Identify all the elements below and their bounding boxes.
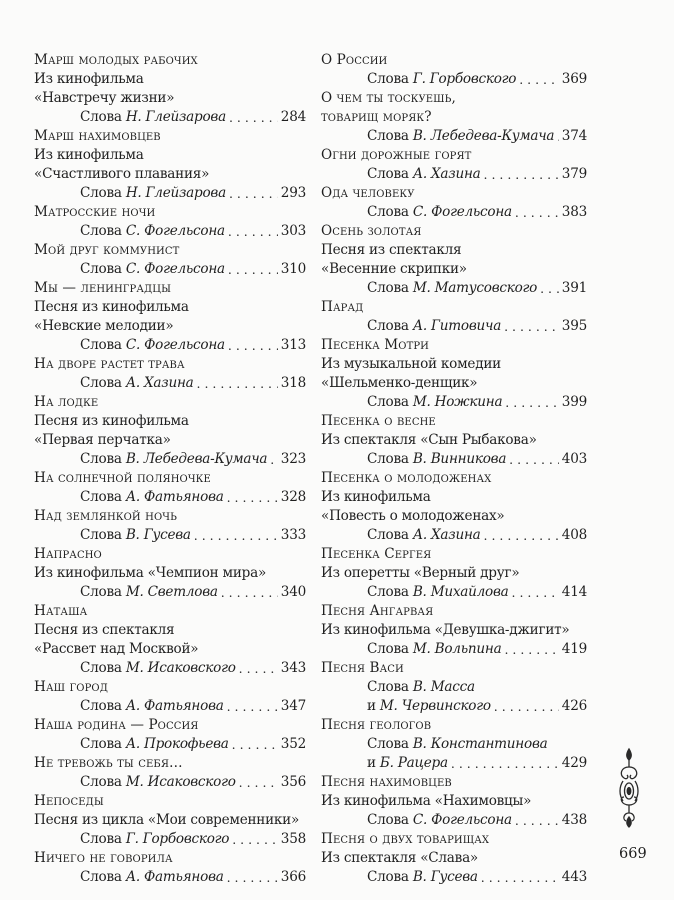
lyricist-name: В. Гусева (125, 527, 191, 543)
credit-text (80, 735, 229, 754)
song-title: Марш молодых рабочих (34, 52, 198, 68)
credit-text (367, 279, 537, 298)
page-ref: 383 (561, 204, 587, 220)
credit-text (80, 184, 226, 203)
credit-text (367, 754, 448, 773)
credit-text (80, 526, 191, 545)
lyricist-name: М. Исаковского (125, 660, 236, 676)
credit-label: Слова (80, 337, 126, 353)
credit-text (80, 374, 194, 393)
leader-dots (494, 697, 559, 716)
credit-text (80, 336, 225, 355)
song-source: Из кинофильма «Чемпион мира» (34, 565, 267, 581)
song-title: Песня нахимовцев (321, 774, 452, 790)
lyricist-name: М. Исаковского (125, 774, 236, 790)
song-source: Из спектакля «Слава» (321, 850, 478, 866)
credit-label: Слова (367, 128, 413, 144)
credit-label: Слова (367, 318, 413, 334)
song-title: Наш город (34, 679, 108, 695)
lyricist-name: А. Фатьянова (125, 698, 224, 714)
credit-line (321, 811, 587, 830)
song-source: Из музыкальной комедии (321, 356, 501, 372)
leader-dots (512, 583, 559, 602)
lyricist-name: С. Фогельсона (125, 261, 225, 277)
lyricist-name: М. Ножкина (412, 394, 503, 410)
lyricist-name: М. Червинского (379, 698, 491, 714)
song-title: Ода человеку (321, 185, 415, 201)
lyricist-name: А. Хазина (412, 166, 481, 182)
credit-text (80, 659, 236, 678)
page-ref: 369 (561, 71, 587, 87)
leader-dots (239, 659, 278, 678)
credit-label: Слова (367, 679, 413, 695)
leader-dots (515, 203, 559, 222)
page-ref: 419 (561, 641, 587, 657)
song-title: Песня о двух товарищах (321, 831, 490, 847)
credit-label: Слова (80, 527, 126, 543)
credit-line (34, 222, 306, 241)
leader-dots (197, 374, 278, 393)
credit-text (367, 203, 512, 222)
credit-text (367, 697, 491, 716)
credit-text (80, 830, 229, 849)
page-ref: 438 (561, 812, 587, 828)
credit-text (367, 526, 481, 545)
page-ref: 358 (280, 831, 306, 847)
credit-text (367, 640, 501, 659)
page-ref: 395 (561, 318, 587, 334)
credit-label: Слова (80, 584, 126, 600)
lyricist-name: А. Хазина (412, 527, 481, 543)
page-ref: 340 (280, 584, 306, 600)
lyricist-name: Г. Горбовского (412, 71, 517, 87)
song-title: На лодке (34, 394, 99, 410)
song-source: Из оперетты «Верный друг» (321, 565, 520, 581)
page-ref: 408 (561, 527, 587, 543)
leader-dots (194, 526, 278, 545)
credit-label: Слова (80, 774, 126, 790)
credit-line (321, 583, 587, 602)
song-title: Песня Ангарвая (321, 603, 434, 619)
credit-line (34, 108, 306, 127)
credit-line (321, 203, 587, 222)
page-ref: 414 (561, 584, 587, 600)
lyricist-name: М. Светлова (125, 584, 218, 600)
song-title: Парад (321, 299, 364, 315)
song-title: Песенка Мотри (321, 337, 429, 353)
credit-label: Слова (80, 375, 126, 391)
lyricist-name: Н. Глейзарова (125, 109, 226, 125)
song-title: На дворе растет трава (34, 356, 185, 372)
lyricist-name: В. Гусева (412, 869, 478, 885)
song-source: «Шельменко-денщик» (321, 375, 478, 391)
toc-right-column (321, 51, 587, 887)
leader-dots (484, 526, 559, 545)
page-ref: 323 (280, 451, 306, 467)
song-source: Из кинофильма (34, 147, 144, 163)
song-source: «Счастливого плавания» (34, 166, 210, 182)
song-title: Мой друг коммунист (34, 242, 180, 258)
toc-left-column (34, 51, 306, 887)
leader-dots (504, 317, 559, 336)
credit-label: Слова (80, 185, 126, 201)
credit-text (80, 450, 267, 469)
credit-text (80, 108, 226, 127)
credit-text (367, 70, 516, 89)
leader-dots (228, 222, 278, 241)
leader-dots (221, 583, 278, 602)
song-title: Песня Васи (321, 660, 404, 676)
lyricist-line (321, 678, 587, 697)
song-title: Песенка Сергея (321, 546, 432, 562)
leader-dots (228, 336, 278, 355)
credit-label: Слова (80, 261, 126, 277)
song-source: Из кинофильма «Девушка-джигит» (321, 622, 570, 638)
song-title: На солнечной поляночке (34, 470, 211, 486)
credit-label: Слова (80, 109, 126, 125)
leader-dots (270, 450, 278, 469)
song-title: Не тревожь ты себя… (34, 755, 183, 771)
credit-line (321, 640, 587, 659)
song-title: Матросские ночи (34, 204, 156, 220)
credit-text (80, 222, 225, 241)
leader-dots (232, 830, 278, 849)
leader-dots (515, 811, 559, 830)
credit-line (34, 336, 306, 355)
leader-dots (509, 450, 559, 469)
song-title: Мы — ленинградцы (34, 280, 172, 296)
credit-line (321, 279, 587, 298)
credit-label: Слова (80, 660, 126, 676)
song-source: Из кинофильма (321, 489, 431, 505)
credit-line (34, 450, 306, 469)
credit-label: Слова (367, 869, 413, 885)
credit-line (321, 526, 587, 545)
song-source: Песня из кинофильма (34, 413, 189, 429)
credit-line (34, 260, 306, 279)
credit-label: Слова (367, 451, 413, 467)
lyricist-name: В. Винникова (412, 451, 507, 467)
song-title: Песенка о молодоженах (321, 470, 492, 486)
credit-line (321, 165, 587, 184)
credit-line (321, 754, 587, 773)
leader-dots (239, 773, 278, 792)
credit-label: Слова (80, 698, 126, 714)
page-ref: 391 (561, 280, 587, 296)
credit-text (80, 773, 236, 792)
leader-dots (505, 393, 559, 412)
leader-dots (484, 165, 559, 184)
lyricist-name: Г. Горбовского (125, 831, 230, 847)
credit-line (34, 868, 306, 887)
credit-line (321, 697, 587, 716)
credit-text (367, 868, 478, 887)
page-ref: 356 (280, 774, 306, 790)
lyricist-name: М. Вольпина (412, 641, 502, 657)
song-title: Огни дорожные горят (321, 147, 472, 163)
credit-label: Слова (80, 736, 126, 752)
page-ref: 303 (280, 223, 306, 239)
credit-line (321, 127, 587, 146)
lyricist-name: С. Фогельсона (412, 204, 512, 220)
leader-dots (227, 868, 278, 887)
leader-dots (229, 108, 278, 127)
credit-line (321, 70, 587, 89)
page-ref: 343 (280, 660, 306, 676)
credit-text (367, 583, 509, 602)
credit-text (80, 868, 224, 887)
song-source: «Невские мелодии» (34, 318, 174, 334)
page-ref: 328 (280, 489, 306, 505)
credit-label: Слова (80, 489, 126, 505)
lyricist-name: В. Лебедева-Кумача (412, 128, 555, 144)
lyricist-name: В. Константинова (412, 736, 548, 752)
page-ref: 310 (280, 261, 306, 277)
credit-line (34, 184, 306, 203)
credit-line (34, 526, 306, 545)
song-source: Из спектакля «Сын Рыбакова» (321, 432, 537, 448)
credit-line (34, 830, 306, 849)
page-ref: 429 (561, 755, 587, 771)
page-ref: 333 (280, 527, 306, 543)
credit-line (321, 393, 587, 412)
credit-label: Слова (367, 584, 413, 600)
credit-line (321, 317, 587, 336)
credit-label: Слова (80, 869, 126, 885)
song-source: Песня из цикла «Мои современники» (34, 812, 300, 828)
page-ref: 352 (280, 736, 306, 752)
lyricist-name: М. Матусовского (412, 280, 538, 296)
song-title: Песенка о весне (321, 413, 436, 429)
song-source: Из кинофильма (34, 71, 144, 87)
page-ref: 443 (561, 869, 587, 885)
lyricist-name: А. Фатьянова (125, 489, 224, 505)
song-title: О чем ты тоскуешь, (321, 90, 456, 106)
page-ref: 347 (280, 698, 306, 714)
leader-dots (228, 260, 278, 279)
song-title: О России (321, 52, 388, 68)
page-ref: 403 (561, 451, 587, 467)
song-title: Над землянкой ночь (34, 508, 177, 524)
song-source: «Навстречу жизни» (34, 90, 175, 106)
song-title: Марш нахимовцев (34, 128, 161, 144)
credit-line (321, 868, 587, 887)
leader-dots (229, 184, 278, 203)
leader-dots (481, 868, 559, 887)
credit-label: Слова (367, 736, 413, 752)
page-ref: 284 (280, 109, 306, 125)
song-source: Песня из кинофильма (34, 299, 189, 315)
credit-label: Слова (367, 166, 413, 182)
credit-text (367, 393, 502, 412)
credit-text (367, 127, 554, 146)
credit-text (367, 317, 501, 336)
page-ref: 318 (280, 375, 306, 391)
lyricist-name: В. Лебедева-Кумача (125, 451, 268, 467)
leader-dots (504, 640, 558, 659)
credit-label: Слова (367, 641, 413, 657)
song-title: Наша родина — Россия (34, 717, 199, 733)
leader-dots (451, 754, 559, 773)
page-ref: 374 (561, 128, 587, 144)
lyricist-name: Н. Глейзарова (125, 185, 226, 201)
page-ref: 313 (280, 337, 306, 353)
song-source: Из кинофильма «Нахимовцы» (321, 793, 532, 809)
credit-text (367, 811, 512, 830)
lyricist-name: Б. Рацера (379, 755, 448, 771)
leader-dots (540, 279, 559, 298)
page-ref: 399 (561, 394, 587, 410)
credit-text (367, 450, 506, 469)
vignette-ornament (616, 747, 642, 829)
credit-label: Слова (80, 223, 126, 239)
credit-label: Слова (80, 451, 126, 467)
lyricist-name: С. Фогельсона (125, 223, 225, 239)
leader-dots (232, 735, 278, 754)
leader-dots (227, 488, 278, 507)
page-ref: 379 (561, 166, 587, 182)
lyricist-name: В. Михайлова (412, 584, 509, 600)
credit-text (80, 583, 218, 602)
lyricist-name: А. Хазина (125, 375, 194, 391)
leader-dots (557, 127, 559, 146)
page-ref: 426 (561, 698, 587, 714)
credit-line (34, 773, 306, 792)
song-title: Наташа (34, 603, 88, 619)
credit-line (34, 735, 306, 754)
lyricist-name: В. Масса (412, 679, 475, 695)
credit-label: и (367, 698, 380, 714)
page-number: 669 (619, 846, 647, 862)
credit-label: Слова (80, 831, 126, 847)
song-title: Песня геологов (321, 717, 432, 733)
page-ref: 366 (280, 869, 306, 885)
leader-dots (227, 697, 278, 716)
song-title: товарищ моряк? (321, 109, 432, 125)
lyricist-line (321, 735, 587, 754)
credit-text (80, 260, 225, 279)
song-source: Песня из спектакля (34, 622, 175, 638)
credit-line (34, 583, 306, 602)
credit-label: Слова (367, 71, 413, 87)
credit-line (34, 659, 306, 678)
lyricist-name: С. Фогельсона (412, 812, 512, 828)
page-ref: 293 (280, 185, 306, 201)
credit-label: Слова (367, 394, 413, 410)
song-title: Осень золотая (321, 223, 422, 239)
credit-line (321, 450, 587, 469)
song-source: «Первая перчатка» (34, 432, 171, 448)
credit-label: Слова (367, 527, 413, 543)
credit-label: Слова (367, 812, 413, 828)
lyricist-name: С. Фогельсона (125, 337, 225, 353)
credit-line (34, 374, 306, 393)
credit-label: и (367, 755, 380, 771)
credit-label: Слова (367, 280, 413, 296)
lyricist-name: А. Прокофьева (125, 736, 229, 752)
song-title: Ничего не говорила (34, 850, 173, 866)
lyricist-name: А. Фатьянова (125, 869, 224, 885)
song-source: «Повесть о молодоженах» (321, 508, 505, 524)
credit-text (80, 488, 224, 507)
credit-line (34, 697, 306, 716)
leader-dots (519, 70, 559, 89)
credit-label: Слова (367, 204, 413, 220)
lyricist-name: А. Гитовича (412, 318, 502, 334)
credit-text (367, 165, 481, 184)
song-source: Песня из спектакля (321, 242, 462, 258)
song-title: Напрасно (34, 546, 102, 562)
song-source: «Весенние скрипки» (321, 261, 467, 277)
song-source: «Рассвет над Москвой» (34, 641, 199, 657)
credit-text (80, 697, 224, 716)
song-title: Непоседы (34, 793, 104, 809)
credit-line (34, 488, 306, 507)
